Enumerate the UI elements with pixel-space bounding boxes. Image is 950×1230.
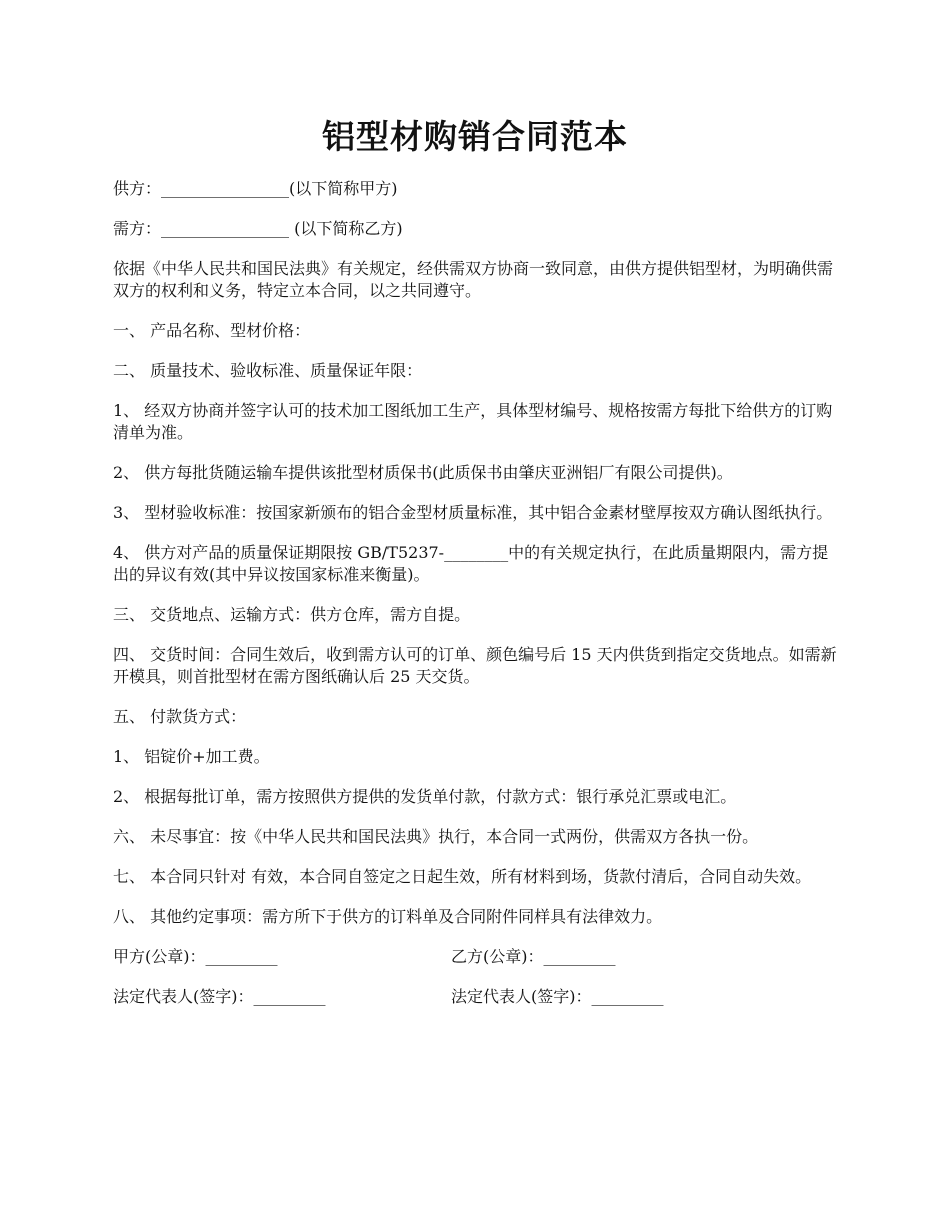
section-6: 六、 未尽事宜：按《中华人民共和国民法典》执行，本合同一式两份，供需双方各执一份。	[113, 827, 759, 846]
party-b-representative: 法定代表人(签字)：_________	[451, 987, 664, 1006]
representative-row	[113, 986, 841, 1008]
party-a-seal: 甲方(公章)：_________	[113, 947, 278, 966]
clause-2-1: 1、 经双方协商并签字认可的技术加工图纸加工生产，具体型材编号、规格按需方每批下给供方的订购清单为准。	[113, 401, 833, 442]
section-5-heading: 五、 付款货方式：	[113, 707, 247, 726]
preamble: 依据《中华人民共和国民法典》有关规定，经供需双方协商一致同意，由供方提供铝型材，为明确供需双方的权利和义务，特定立本合同，以之共同遵守。	[113, 259, 834, 300]
clause-5-2: 2、 根据每批订单，需方按照供方提供的发货单付款，付款方式：银行承兑汇票或电汇。	[113, 787, 737, 806]
buyer-line: 需方：________________ (以下简称乙方)	[113, 219, 403, 238]
clause-2-4: 4、 供方对产品的质量保证期限按 GB/T5237-________中的有关规定执行，在此质量期限内，需方提出的异议有效(其中异议按国家标准来衡量)。	[113, 543, 829, 584]
document-title: 铝型材购销合同范本	[322, 117, 628, 156]
party-b-seal: 乙方(公章)：_________	[451, 947, 616, 966]
clause-2-3: 3、 型材验收标准：按国家新颁布的铝合金型材质量标准，其中铝合金素材壁厚按双方确认图纸执行。	[113, 503, 833, 522]
section-7: 七、 本合同只针对 有效，本合同自签定之日起生效，所有材料到场，货款付清后，合同自动失效。	[113, 867, 812, 886]
clause-2-2: 2、 供方每批货随运输车提供该批型材质保书(此质保书由肇庆亚洲铝厂有限公司提供)。	[113, 463, 733, 482]
supplier-line: 供方：________________(以下简称甲方)	[113, 179, 398, 198]
section-2-heading: 二、 质量技术、验收标准、质量保证年限：	[113, 361, 423, 380]
party-a-representative: 法定代表人(签字)：_________	[113, 987, 326, 1006]
section-3: 三、 交货地点、运输方式：供方仓库，需方自提。	[113, 605, 471, 624]
section-4: 四、 交货时间：合同生效后，收到需方认可的订单、颜色编号后 15 天内供货到指定交货地点。如需新开模具，则首批型材在需方图纸确认后 25 天交货。	[113, 645, 837, 686]
clause-5-1: 1、 铝锭价+加工费。	[113, 747, 270, 766]
section-8: 八、 其他约定事项：需方所下于供方的订料单及合同附件同样具有法律效力。	[113, 907, 663, 926]
document-body	[113, 178, 841, 1026]
section-1-heading: 一、 产品名称、型材价格：	[113, 321, 311, 340]
seal-row	[113, 946, 841, 968]
